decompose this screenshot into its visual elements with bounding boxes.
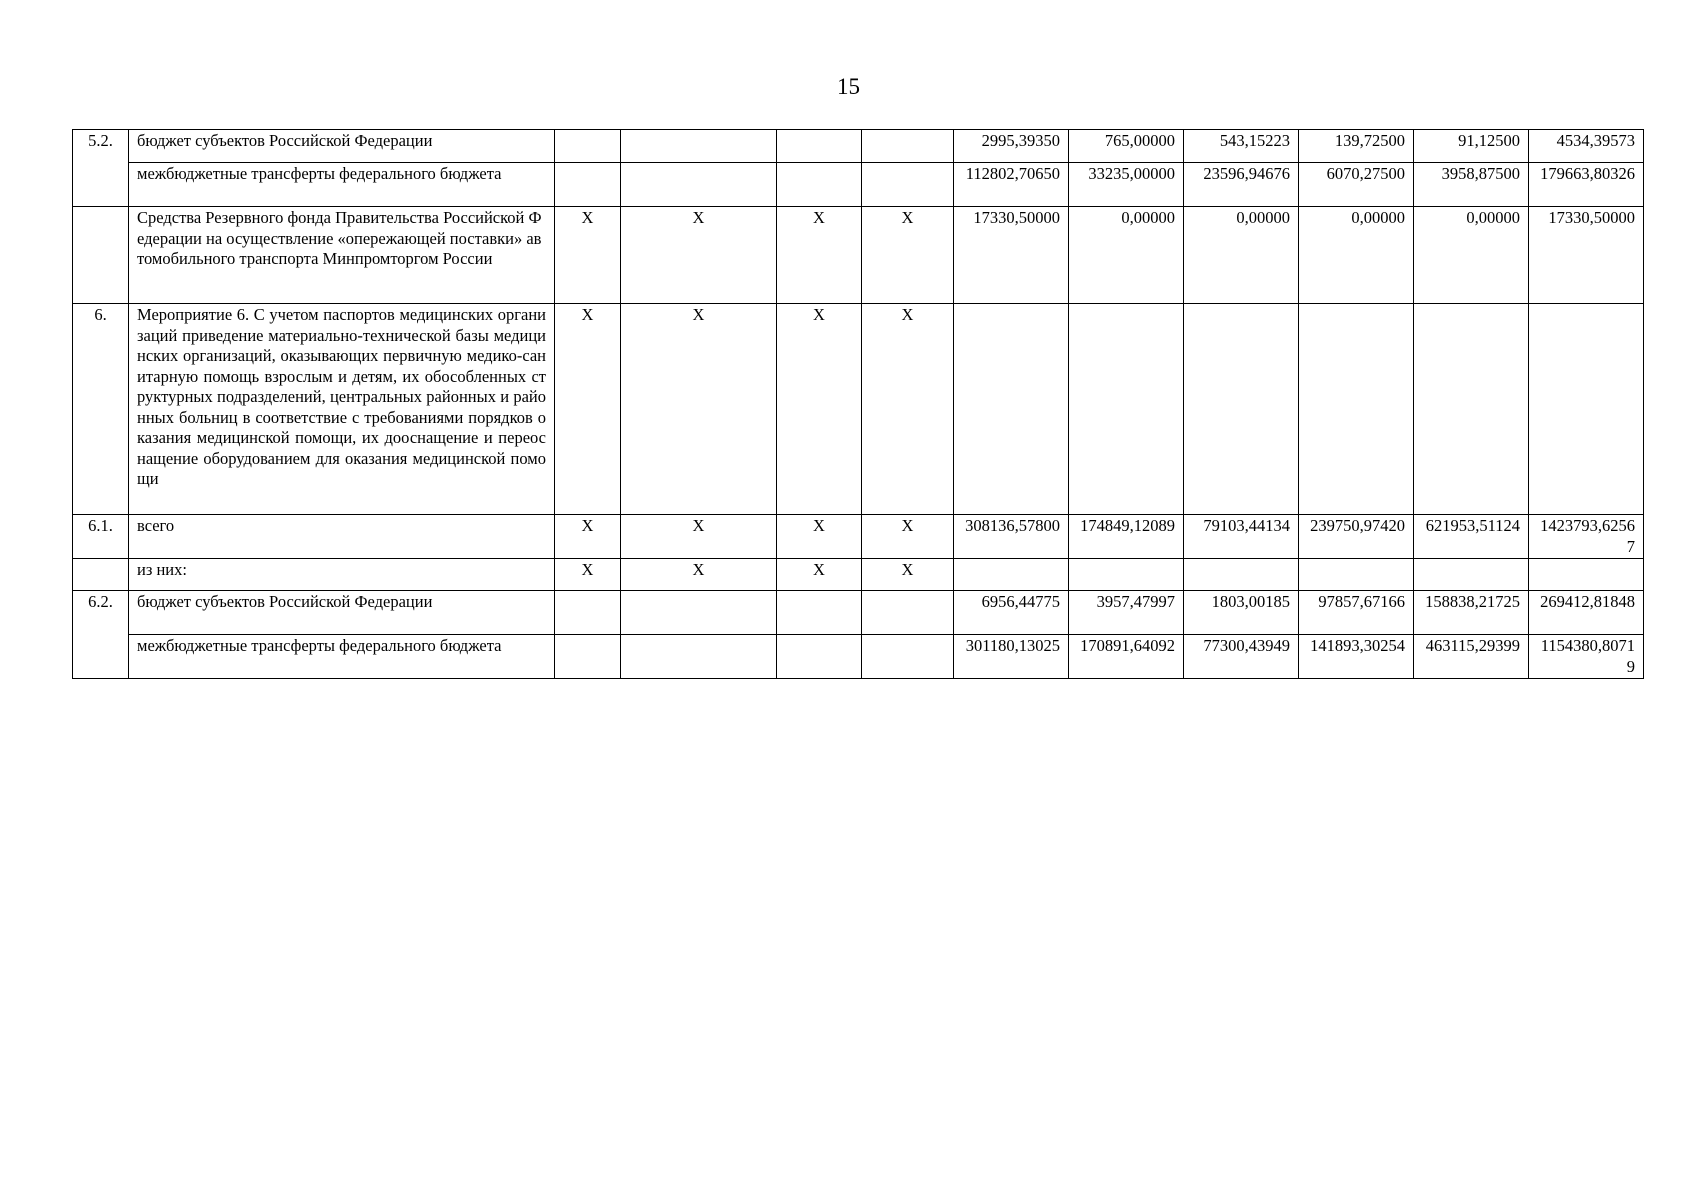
x-cell: Х (555, 515, 621, 559)
x-cell (862, 635, 954, 679)
row-name: Мероприятие 6. С учетом паспортов медицинских организаций приведение материально-технической базы медицинских организаций, оказывающих первичную медико-санитарную помощь взрослым и детям, их обособленных структурных подразделений, центральных районных и районных больниц в соответствие с требованиями порядков оказания медицинской помощи, их дооснащение и переоснащение оборудованием для оказания медицинской помощи (129, 304, 555, 515)
value-cell: 33235,00000 (1069, 163, 1184, 207)
row-name: из них: (129, 559, 555, 591)
value-cell: 308136,57800 (954, 515, 1069, 559)
value-cell (1299, 304, 1414, 515)
x-cell (621, 635, 777, 679)
table-row (73, 515, 1644, 559)
value-cell: 170891,64092 (1069, 635, 1184, 679)
value-cell: 6956,44775 (954, 591, 1069, 635)
x-cell (621, 130, 777, 163)
value-cell: 139,72500 (1299, 130, 1414, 163)
value-cell: 3958,87500 (1414, 163, 1529, 207)
row-name: межбюджетные трансферты федерального бюджета (129, 635, 555, 679)
x-cell: Х (777, 207, 862, 304)
table-row (73, 130, 1644, 163)
x-cell: Х (555, 207, 621, 304)
x-cell (777, 163, 862, 207)
x-cell (555, 591, 621, 635)
value-cell: 23596,94676 (1184, 163, 1299, 207)
row-number: 6. (73, 304, 129, 515)
value-cell (1184, 559, 1299, 591)
row-name: межбюджетные трансферты федерального бюджета (129, 163, 555, 207)
value-cell: 0,00000 (1069, 207, 1184, 304)
value-cell: 174849,12089 (1069, 515, 1184, 559)
value-cell: 79103,44134 (1184, 515, 1299, 559)
x-cell: Х (777, 559, 862, 591)
value-cell (1069, 559, 1184, 591)
x-cell (555, 163, 621, 207)
table-row (73, 591, 1644, 635)
table-row (73, 559, 1644, 591)
x-cell (621, 591, 777, 635)
value-cell: 0,00000 (1414, 207, 1529, 304)
x-cell: Х (777, 304, 862, 515)
value-cell: 2995,39350 (954, 130, 1069, 163)
value-cell: 0,00000 (1184, 207, 1299, 304)
table-row (73, 635, 1644, 679)
value-cell: 1423793,62567 (1529, 515, 1644, 559)
row-name: всего (129, 515, 555, 559)
value-cell: 91,12500 (1414, 130, 1529, 163)
value-cell (1069, 304, 1184, 515)
x-cell (621, 163, 777, 207)
x-cell (777, 591, 862, 635)
x-cell (555, 130, 621, 163)
x-cell: Х (777, 515, 862, 559)
x-cell: Х (862, 304, 954, 515)
value-cell: 97857,67166 (1299, 591, 1414, 635)
row-number: 5.2. (73, 130, 129, 207)
value-cell: 621953,51124 (1414, 515, 1529, 559)
value-cell: 1154380,80719 (1529, 635, 1644, 679)
x-cell: Х (621, 207, 777, 304)
x-cell (555, 635, 621, 679)
table-row (73, 304, 1644, 515)
row-number (73, 559, 129, 591)
value-cell: 0,00000 (1299, 207, 1414, 304)
row-name: бюджет субъектов Российской Федерации (129, 130, 555, 163)
value-cell: 112802,70650 (954, 163, 1069, 207)
x-cell: Х (862, 207, 954, 304)
value-cell: 6070,27500 (1299, 163, 1414, 207)
value-cell: 17330,50000 (954, 207, 1069, 304)
x-cell: Х (862, 559, 954, 591)
table-row (73, 207, 1644, 304)
x-cell: Х (555, 304, 621, 515)
value-cell: 141893,30254 (1299, 635, 1414, 679)
value-cell: 17330,50000 (1529, 207, 1644, 304)
value-cell (1529, 304, 1644, 515)
value-cell (1299, 559, 1414, 591)
value-cell: 3957,47997 (1069, 591, 1184, 635)
row-number (73, 207, 129, 304)
x-cell: Х (621, 304, 777, 515)
value-cell: 765,00000 (1069, 130, 1184, 163)
table-row (73, 163, 1644, 207)
value-cell (1414, 304, 1529, 515)
page-number: 15 (837, 74, 860, 99)
row-name: бюджет субъектов Российской Федерации (129, 591, 555, 635)
value-cell: 239750,97420 (1299, 515, 1414, 559)
x-cell: Х (555, 559, 621, 591)
value-cell: 1803,00185 (1184, 591, 1299, 635)
value-cell: 158838,21725 (1414, 591, 1529, 635)
value-cell (1184, 304, 1299, 515)
x-cell (777, 130, 862, 163)
value-cell: 4534,39573 (1529, 130, 1644, 163)
row-name: Средства Резервного фонда Правительства Российской Федерации на осуществление «опережающей поставки» автомобильного транспорта Минпромторгом России (129, 207, 555, 304)
value-cell: 301180,13025 (954, 635, 1069, 679)
value-cell (1529, 559, 1644, 591)
value-cell (954, 559, 1069, 591)
x-cell (862, 163, 954, 207)
row-number: 6.1. (73, 515, 129, 559)
x-cell: Х (862, 515, 954, 559)
x-cell (862, 591, 954, 635)
x-cell (862, 130, 954, 163)
value-cell: 543,15223 (1184, 130, 1299, 163)
value-cell: 179663,80326 (1529, 163, 1644, 207)
value-cell: 77300,43949 (1184, 635, 1299, 679)
x-cell: Х (621, 515, 777, 559)
x-cell (777, 635, 862, 679)
budget-table (72, 129, 1644, 679)
value-cell (1414, 559, 1529, 591)
value-cell: 269412,81848 (1529, 591, 1644, 635)
x-cell: Х (621, 559, 777, 591)
row-number: 6.2. (73, 591, 129, 679)
value-cell: 463115,29399 (1414, 635, 1529, 679)
value-cell (954, 304, 1069, 515)
